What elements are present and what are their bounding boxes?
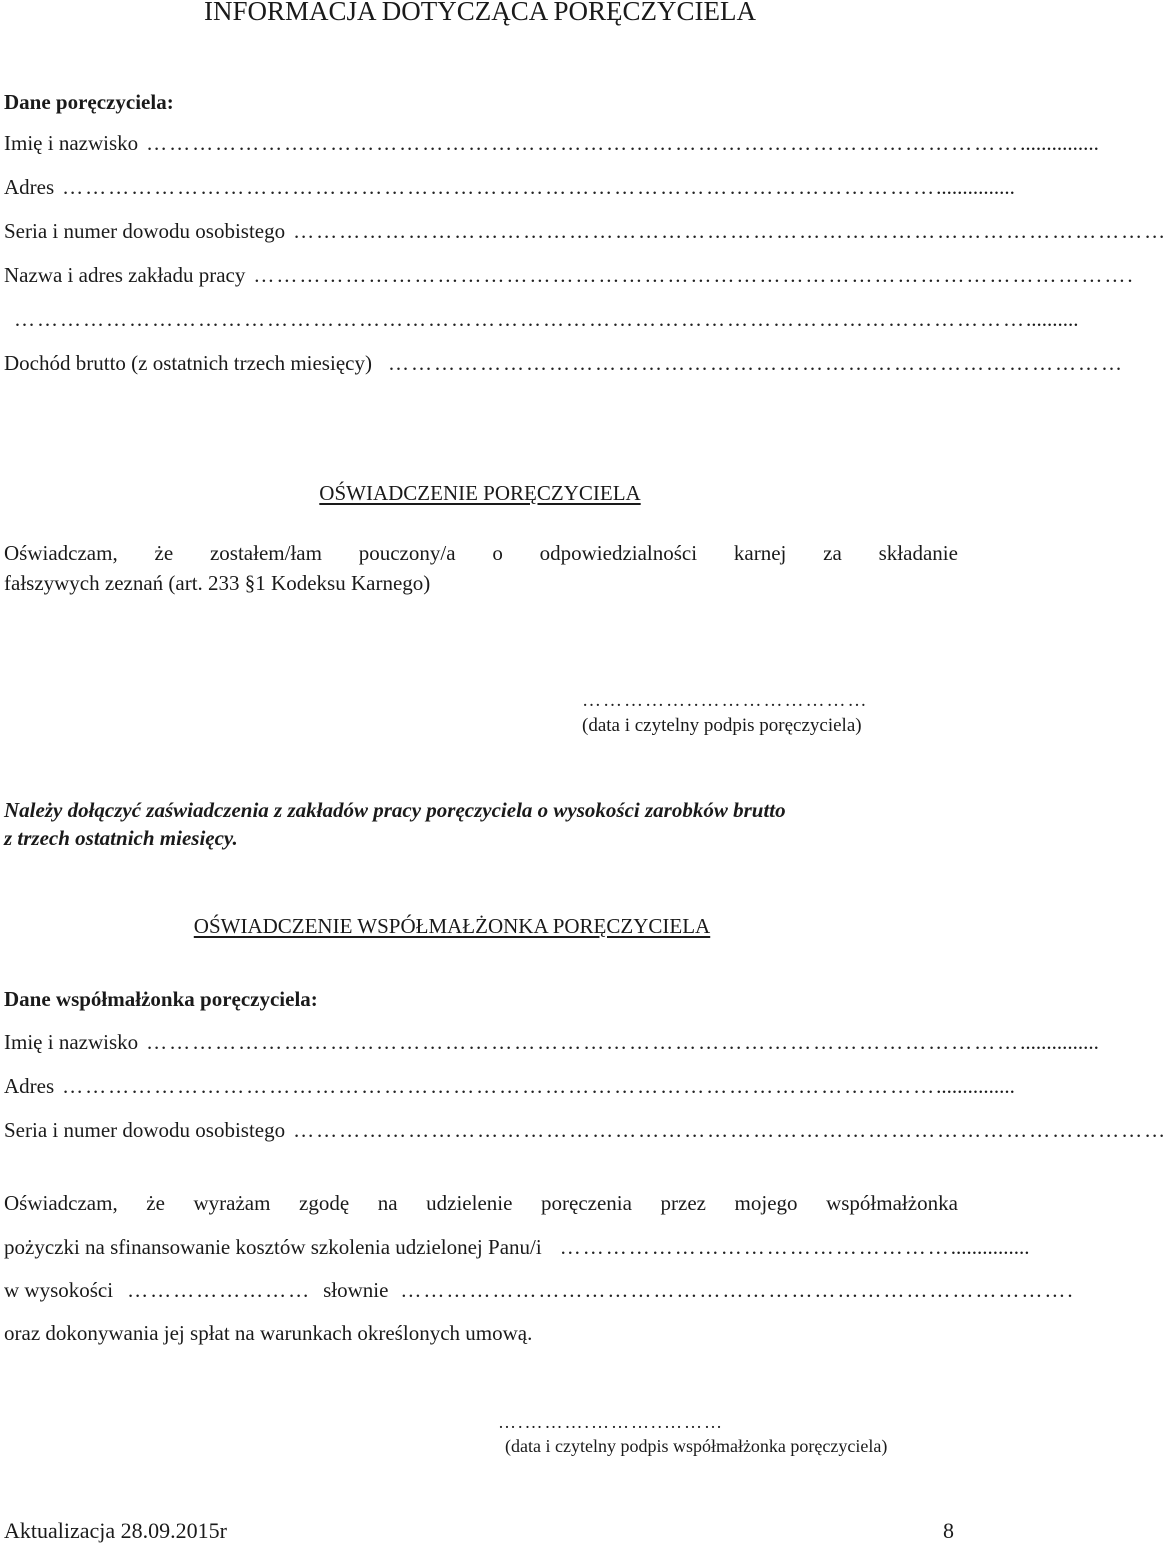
guarantor-name-tail: ............... (1020, 131, 1099, 155)
guarantor-id-label: Seria i numer dowodu osobistego (4, 219, 286, 243)
statement-word: odpowiedzialności (539, 541, 698, 565)
guarantor-address-label: Adres (4, 175, 55, 199)
guarantor-name-label: Imię i nazwisko (4, 131, 139, 155)
spouse-name-tail: ............... (1020, 1030, 1099, 1054)
declaration-word: że (146, 1191, 165, 1215)
statement-word: Oświadczam, (4, 541, 118, 565)
spouse-address-field (4, 1074, 1015, 1099)
amount-in-words-label: słownie (323, 1278, 389, 1302)
loan-recipient-label: pożyczki na sfinansowanie kosztów szkolenia udzielonej Panu/i (4, 1235, 542, 1259)
guarantor-signature-caption: (data i czytelny podpis poręczyciela) (582, 715, 862, 736)
spouse-id-dots: …………………………………………………………………………………………………… (293, 1118, 1167, 1142)
spouse-declaration-line-2 (4, 1235, 1030, 1260)
spouse-name-field (4, 1030, 1099, 1055)
loan-recipient-dots: …………………………………………… (559, 1235, 951, 1259)
spouse-declaration-line-4: oraz dokonywania jej spłat na warunkach określonych umową. (4, 1321, 533, 1345)
guarantor-employer-line2-tail: .......... (1026, 307, 1079, 331)
guarantor-income-label: Dochód brutto (z ostatnich trzech miesięcy) (4, 351, 372, 375)
spouse-statement-heading: OŚWIADCZENIE WSPÓŁMAŁŻONKA PORĘCZYCIELA (193, 914, 711, 938)
guarantor-income-field (4, 351, 1124, 376)
guarantor-id-dots: …………………………………………………………………………………………………… (293, 219, 1167, 243)
spouse-signature-line: ….……….………..……… (498, 1412, 724, 1432)
declaration-word: poręczenia (541, 1191, 632, 1215)
declaration-word: przez (660, 1191, 706, 1215)
footer-update-date: Aktualizacja 28.09.2015r (4, 1518, 227, 1543)
loan-recipient-tail: ............... (950, 1235, 1030, 1259)
spouse-declaration-line-1 (4, 1191, 958, 1216)
declaration-word: współmałżonka (826, 1191, 958, 1215)
amount-in-words-dots: …………………………………………………………………………… (400, 1278, 1068, 1302)
statement-line-1 (4, 541, 958, 566)
document-title: INFORMACJA DOTYCZĄCA PORĘCZYCIELA (203, 0, 757, 26)
statement-word: że (154, 541, 174, 565)
spouse-address-dots: …………………………………………………………………………………………………… (62, 1074, 937, 1098)
amount-in-words-tail: . (1067, 1278, 1073, 1302)
spouse-id-field (4, 1118, 1167, 1143)
spouse-id-label: Seria i numer dowodu osobistego (4, 1118, 286, 1142)
declaration-word: Oświadczam, (4, 1191, 118, 1215)
guarantor-signature-line: ……………..…………………… (582, 690, 869, 711)
statement-word: o (492, 541, 503, 565)
guarantor-employer-tail: . (1127, 263, 1133, 287)
guarantor-heading: Dane poręczyciela: (4, 90, 174, 114)
statement-word: karnej (733, 541, 787, 565)
statement-word: zostałem/łam (209, 541, 322, 565)
guarantor-address-tail: ............... (936, 175, 1015, 199)
spouse-name-dots: …………………………………………………………………………………………………… (146, 1030, 1021, 1054)
statement-word: za (823, 541, 842, 565)
spouse-address-tail: ............... (936, 1074, 1015, 1098)
guarantor-address-dots: …………………………………………………………………………………………………… (62, 175, 937, 199)
statement-line-2: fałszywych zeznań (art. 233 §1 Kodeksu Karnego) (4, 571, 431, 595)
declaration-word: zgodę (299, 1191, 350, 1215)
attachment-note-line-2: z trzech ostatnich miesięcy. (4, 826, 238, 850)
amount-dots: …………………… (127, 1278, 312, 1302)
guarantor-name-dots: …………………………………………………………………………………………………… (146, 131, 1021, 155)
page-number: 8 (943, 1518, 954, 1543)
spouse-address-label: Adres (4, 1074, 55, 1098)
guarantor-employer-field (4, 263, 1133, 288)
declaration-word: na (377, 1191, 398, 1215)
attachment-note-line-1: Należy dołączyć zaświadczenia z zakładów pracy poręczyciela o wysokości zarobków brutto (4, 798, 786, 822)
spouse-signature-caption: (data i czytelny podpis współmałżonka poręczyciela) (505, 1436, 888, 1456)
guarantor-income-dots: …………………………………………………………………………………… (387, 351, 1124, 375)
declaration-word: udzielenie (426, 1191, 513, 1215)
spouse-name-label: Imię i nazwisko (4, 1030, 139, 1054)
declaration-word: mojego (734, 1191, 798, 1215)
amount-label: w wysokości (4, 1278, 114, 1302)
statement-word: pouczony/a (358, 541, 456, 565)
spouse-declaration-line-3 (4, 1278, 1073, 1303)
guarantor-employer-label: Nazwa i adres zakładu pracy (4, 263, 246, 287)
statement-heading: OŚWIADCZENIE PORĘCZYCIELA (319, 481, 641, 505)
guarantor-id-field (4, 219, 1167, 244)
declaration-word: wyrażam (193, 1191, 271, 1215)
guarantor-employer-line2 (4, 307, 1079, 332)
guarantor-employer-line2-dots: …………………………………………………………………………………………………………………… (14, 307, 1026, 331)
statement-word: składanie (878, 541, 958, 565)
guarantor-employer-dots: …………………………………………………………………………………………………… (253, 263, 1128, 287)
guarantor-address-field (4, 175, 1015, 200)
spouse-data-heading: Dane współmałżonka poręczyciela: (4, 987, 318, 1011)
guarantor-name-field (4, 131, 1099, 156)
